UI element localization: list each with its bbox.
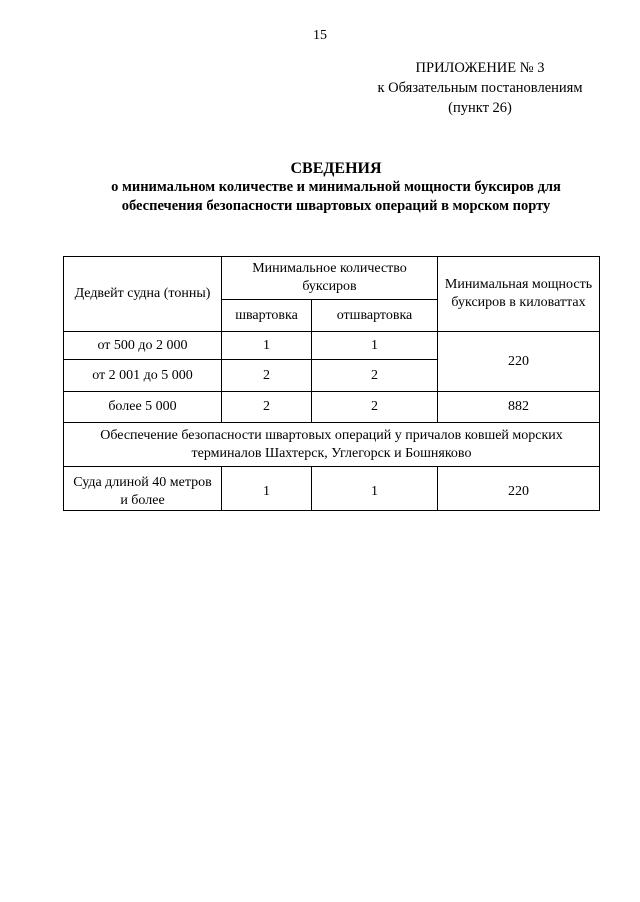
header-min-power: Минимальная мощность буксиров в киловаттах <box>438 257 600 332</box>
cell-mooring: 2 <box>222 392 312 423</box>
document-title <box>40 159 632 216</box>
appendix-title: ПРИЛОЖЕНИЕ № 3 <box>415 60 545 76</box>
cell-power: 882 <box>438 392 600 423</box>
table-row <box>64 332 600 360</box>
cell-unmooring: 2 <box>312 392 438 423</box>
section-row: Обеспечение безопасности швартовых операций у причалов ковшей морских терминалов Шахтерск, Углегорск и Бошняково <box>64 423 600 467</box>
cell-deadweight: Суда длиной 40 метров и более <box>64 467 222 511</box>
cell-deadweight: от 2 001 до 5 000 <box>64 360 222 392</box>
page-number: 15 <box>313 28 327 43</box>
cell-mooring: 1 <box>222 467 312 511</box>
cell-unmooring: 2 <box>312 360 438 392</box>
table-row <box>64 392 600 423</box>
cell-power: 220 <box>438 467 600 511</box>
appendix-block <box>330 58 630 118</box>
cell-deadweight: более 5 000 <box>64 392 222 423</box>
table-row <box>64 467 600 511</box>
header-unmooring: отшвартовка <box>312 300 438 332</box>
header-mooring: швартовка <box>222 300 312 332</box>
appendix-clause: (пункт 26) <box>448 100 512 116</box>
cell-mooring: 1 <box>222 332 312 360</box>
appendix-reference: к Обязательным постановлениям <box>377 80 583 96</box>
header-min-count: Минимальное количество буксиров <box>222 257 438 300</box>
header-deadweight: Дедвейт судна (тонны) <box>64 257 222 332</box>
cell-deadweight: от 500 до 2 000 <box>64 332 222 360</box>
title-line-2: обеспечения безопасности швартовых операций в морском порту <box>121 198 551 214</box>
cell-mooring: 2 <box>222 360 312 392</box>
cell-power-merged: 220 <box>438 332 600 392</box>
cell-unmooring: 1 <box>312 332 438 360</box>
title-heading: СВЕДЕНИЯ <box>290 160 382 177</box>
title-line-1: о минимальном количестве и минимальной мощности буксиров для <box>111 179 561 195</box>
cell-unmooring: 1 <box>312 467 438 511</box>
tugboat-table <box>63 256 600 511</box>
